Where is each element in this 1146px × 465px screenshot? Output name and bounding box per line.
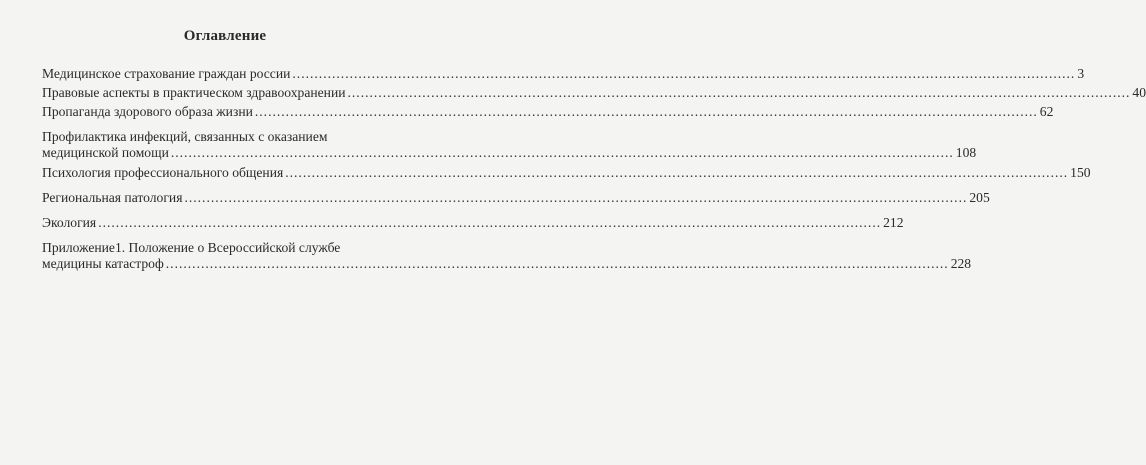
- toc-entry: [42, 240, 972, 272]
- toc-entry: [42, 190, 990, 206]
- toc-entry-title-line: Приложение1. Положение о Всероссийской службе: [42, 240, 341, 255]
- toc-entry: [42, 104, 1054, 120]
- toc-entry-title: Пропаганда здорового образа жизни: [42, 104, 253, 119]
- toc-entry-title: Правовые аспекты в практическом здравоохранении: [42, 85, 346, 100]
- toc-entry: [42, 66, 1085, 82]
- dot-leader: [184, 190, 967, 206]
- toc-entry-title: Медицинское страхование граждан россии: [42, 66, 291, 81]
- toc-entry-title-line: Профилактика инфекций, связанных с оказанием: [42, 129, 328, 144]
- toc-entry-title: Региональная патология: [42, 190, 183, 205]
- toc-entry-page: 205: [969, 190, 990, 205]
- dot-leader: [292, 66, 1075, 82]
- toc-entry-page: 62: [1039, 104, 1054, 119]
- toc-entry-title: медицины катастроф: [42, 256, 164, 271]
- dot-leader: [171, 145, 954, 161]
- toc-entry: [42, 129, 977, 161]
- toc-entry-page: 3: [1077, 66, 1085, 81]
- toc-entry-page: 40: [1132, 85, 1146, 100]
- dot-leader: [285, 165, 1068, 181]
- toc-entry-page: 150: [1070, 165, 1091, 180]
- toc-entry-title: медицинской помощи: [42, 145, 169, 160]
- dot-leader: [348, 85, 1131, 101]
- toc-entry: [42, 215, 904, 231]
- toc-entry-title: Экология: [42, 215, 97, 230]
- dot-leader: [98, 215, 881, 231]
- toc-entry-page: 228: [950, 256, 972, 271]
- toc-title: Оглавление: [183, 28, 267, 44]
- toc-entry: [42, 85, 1146, 101]
- toc-entry-page: 212: [883, 215, 904, 230]
- table-of-contents: [42, 66, 1146, 272]
- toc-entry-title: Психология профессионального общения: [42, 165, 284, 180]
- dot-leader: [166, 256, 949, 272]
- dot-leader: [255, 104, 1038, 120]
- toc-entry-page: 108: [955, 145, 977, 160]
- toc-entry: [42, 165, 1091, 181]
